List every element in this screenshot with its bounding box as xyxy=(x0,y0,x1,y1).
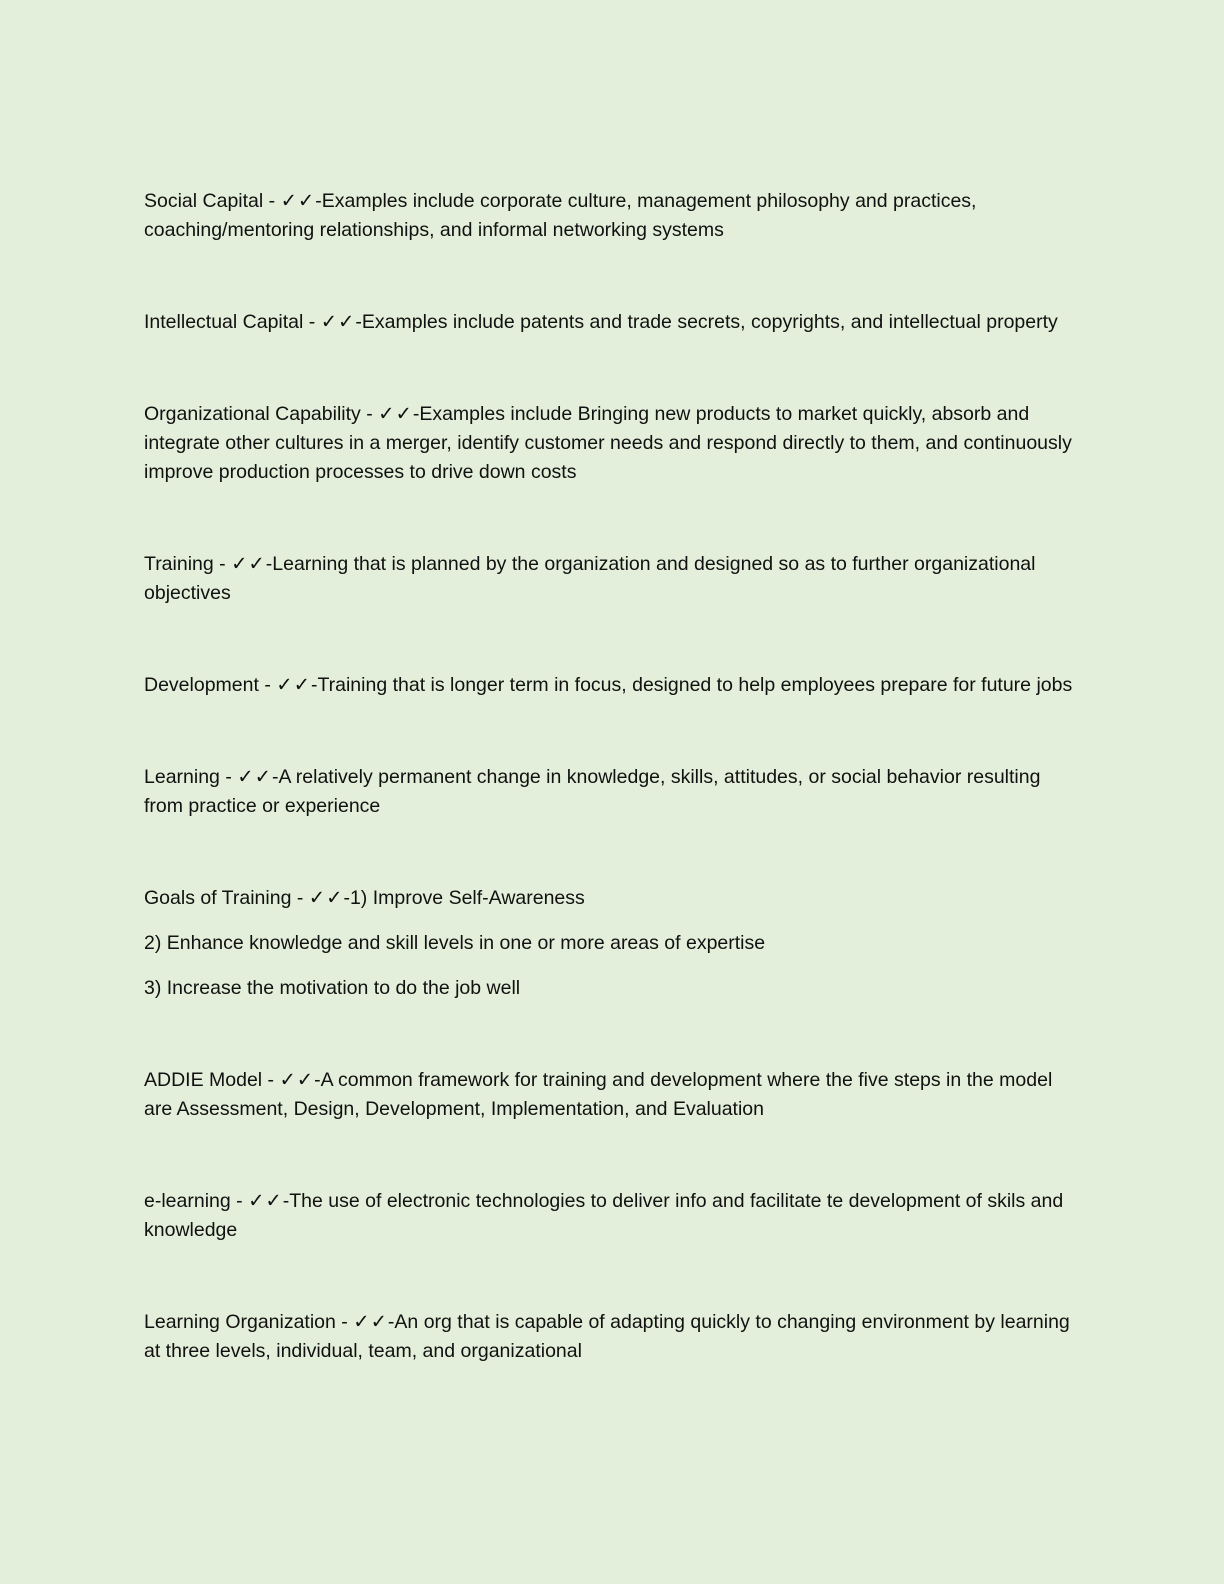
entry-organizational-capability: Organizational Capability - ✓✓-Examples include Bringing new products to market quickly, absorb and integrate other cultures in a merger, identify customer needs and respond directly to them, and continuously improve production processes to drive down costs xyxy=(144,402,1072,483)
entry-intellectual-capital: Intellectual Capital - ✓✓-Examples include patents and trade secrets, copyrights, and intellectual property xyxy=(144,310,1058,333)
entry-term: Development xyxy=(144,674,259,696)
entry-development: Development - ✓✓-Training that is longer term in focus, designed to help employees prepare for future jobs xyxy=(144,673,1073,696)
double-check-icon: ✓✓ xyxy=(279,1068,315,1091)
double-check-icon: ✓✓ xyxy=(353,1310,388,1333)
entry-definition: Learning that is planned by the organization and designed so as to further organizational objectives xyxy=(144,553,1036,604)
double-check-icon: ✓✓ xyxy=(248,1189,283,1212)
entry-term: Social Capital xyxy=(144,190,264,212)
entry-definition: Examples include corporate culture, management philosophy and practices, coaching/mentoring relationships, and informal networking systems xyxy=(144,190,977,241)
entry-term: Learning Organization xyxy=(144,1311,336,1333)
entry-e-learning: e-learning - ✓✓-The use of electronic technologies to deliver info and facilitate te development of skils and knowledge xyxy=(144,1189,1064,1241)
entry-addie-model: ADDIE Model - ✓✓-A common framework for training and development where the five steps in the model are Assessment, Design, Development, Implementation, and Evaluation xyxy=(144,1068,1053,1120)
entry-definition: Examples include patents and trade secrets, copyrights, and intellectual property xyxy=(361,311,1058,333)
entry-goals-of-training: Goals of Training - ✓✓-1) Improve Self-Awareness 2) Enhance knowledge and skill levels in one or more areas of expertise 3) Increase the motivation to do the job well xyxy=(144,883,1084,1003)
double-check-icon: ✓✓ xyxy=(308,886,344,909)
entry-learning-organization: Learning Organization - ✓✓-An org that is capable of adapting quickly to changing environment by learning at three levels, individual, team, and organizational xyxy=(144,1310,1070,1362)
entry-term: Organizational Capability xyxy=(144,403,361,425)
goal-item: 2) Enhance knowledge and skill levels in one or more areas of expertise xyxy=(144,932,766,954)
entry-definition: The use of electronic technologies to deliver info and facilitate te development of skils and knowledge xyxy=(144,1190,1064,1241)
entry-term: ADDIE Model xyxy=(144,1069,263,1091)
entry-term: Learning xyxy=(144,766,220,788)
entry-term: Goals of Training xyxy=(144,887,292,909)
double-check-icon: ✓✓ xyxy=(237,765,272,788)
double-check-icon: ✓✓ xyxy=(320,310,356,333)
double-check-icon: ✓✓ xyxy=(231,552,266,575)
entry-definition: Examples include Bringing new products to market quickly, absorb and integrate other cultures in a merger, identify customer needs and respond directly to them, and continuously improve production processes to drive down costs xyxy=(144,403,1072,483)
entry-definition: 1) Improve Self-Awareness xyxy=(349,887,585,909)
entry-social-capital: Social Capital - ✓✓-Examples include corporate culture, management philosophy and practices, coaching/mentoring relationships, and informal networking systems xyxy=(144,189,977,241)
double-check-icon: ✓✓ xyxy=(276,673,311,696)
entry-learning: Learning - ✓✓-A relatively permanent change in knowledge, skills, attitudes, or social behavior resulting from practice or experience xyxy=(144,765,1041,817)
entry-definition: Training that is longer term in focus, designed to help employees prepare for future jobs xyxy=(317,674,1073,696)
entry-definition: An org that is capable of adapting quickly to changing environment by learning at three levels, individual, team, and organizational xyxy=(144,1311,1070,1362)
double-check-icon: ✓✓ xyxy=(378,402,413,425)
double-check-icon: ✓✓ xyxy=(280,189,316,212)
entry-term: e-learning xyxy=(144,1190,231,1212)
entry-training: Training - ✓✓-Learning that is planned by the organization and designed so as to further organizational objectives xyxy=(144,552,1036,604)
entry-definition: A common framework for training and development where the five steps in the model are Assessment, Design, Development, Implementation, and Evaluation xyxy=(144,1069,1053,1120)
entry-term: Intellectual Capital xyxy=(144,311,304,333)
entry-term: Training xyxy=(144,553,214,575)
goal-item: 3) Increase the motivation to do the job well xyxy=(144,977,521,999)
entry-definition: A relatively permanent change in knowledge, skills, attitudes, or social behavior resulting from practice or experience xyxy=(144,766,1041,817)
document-page xyxy=(144,186,1084,1366)
